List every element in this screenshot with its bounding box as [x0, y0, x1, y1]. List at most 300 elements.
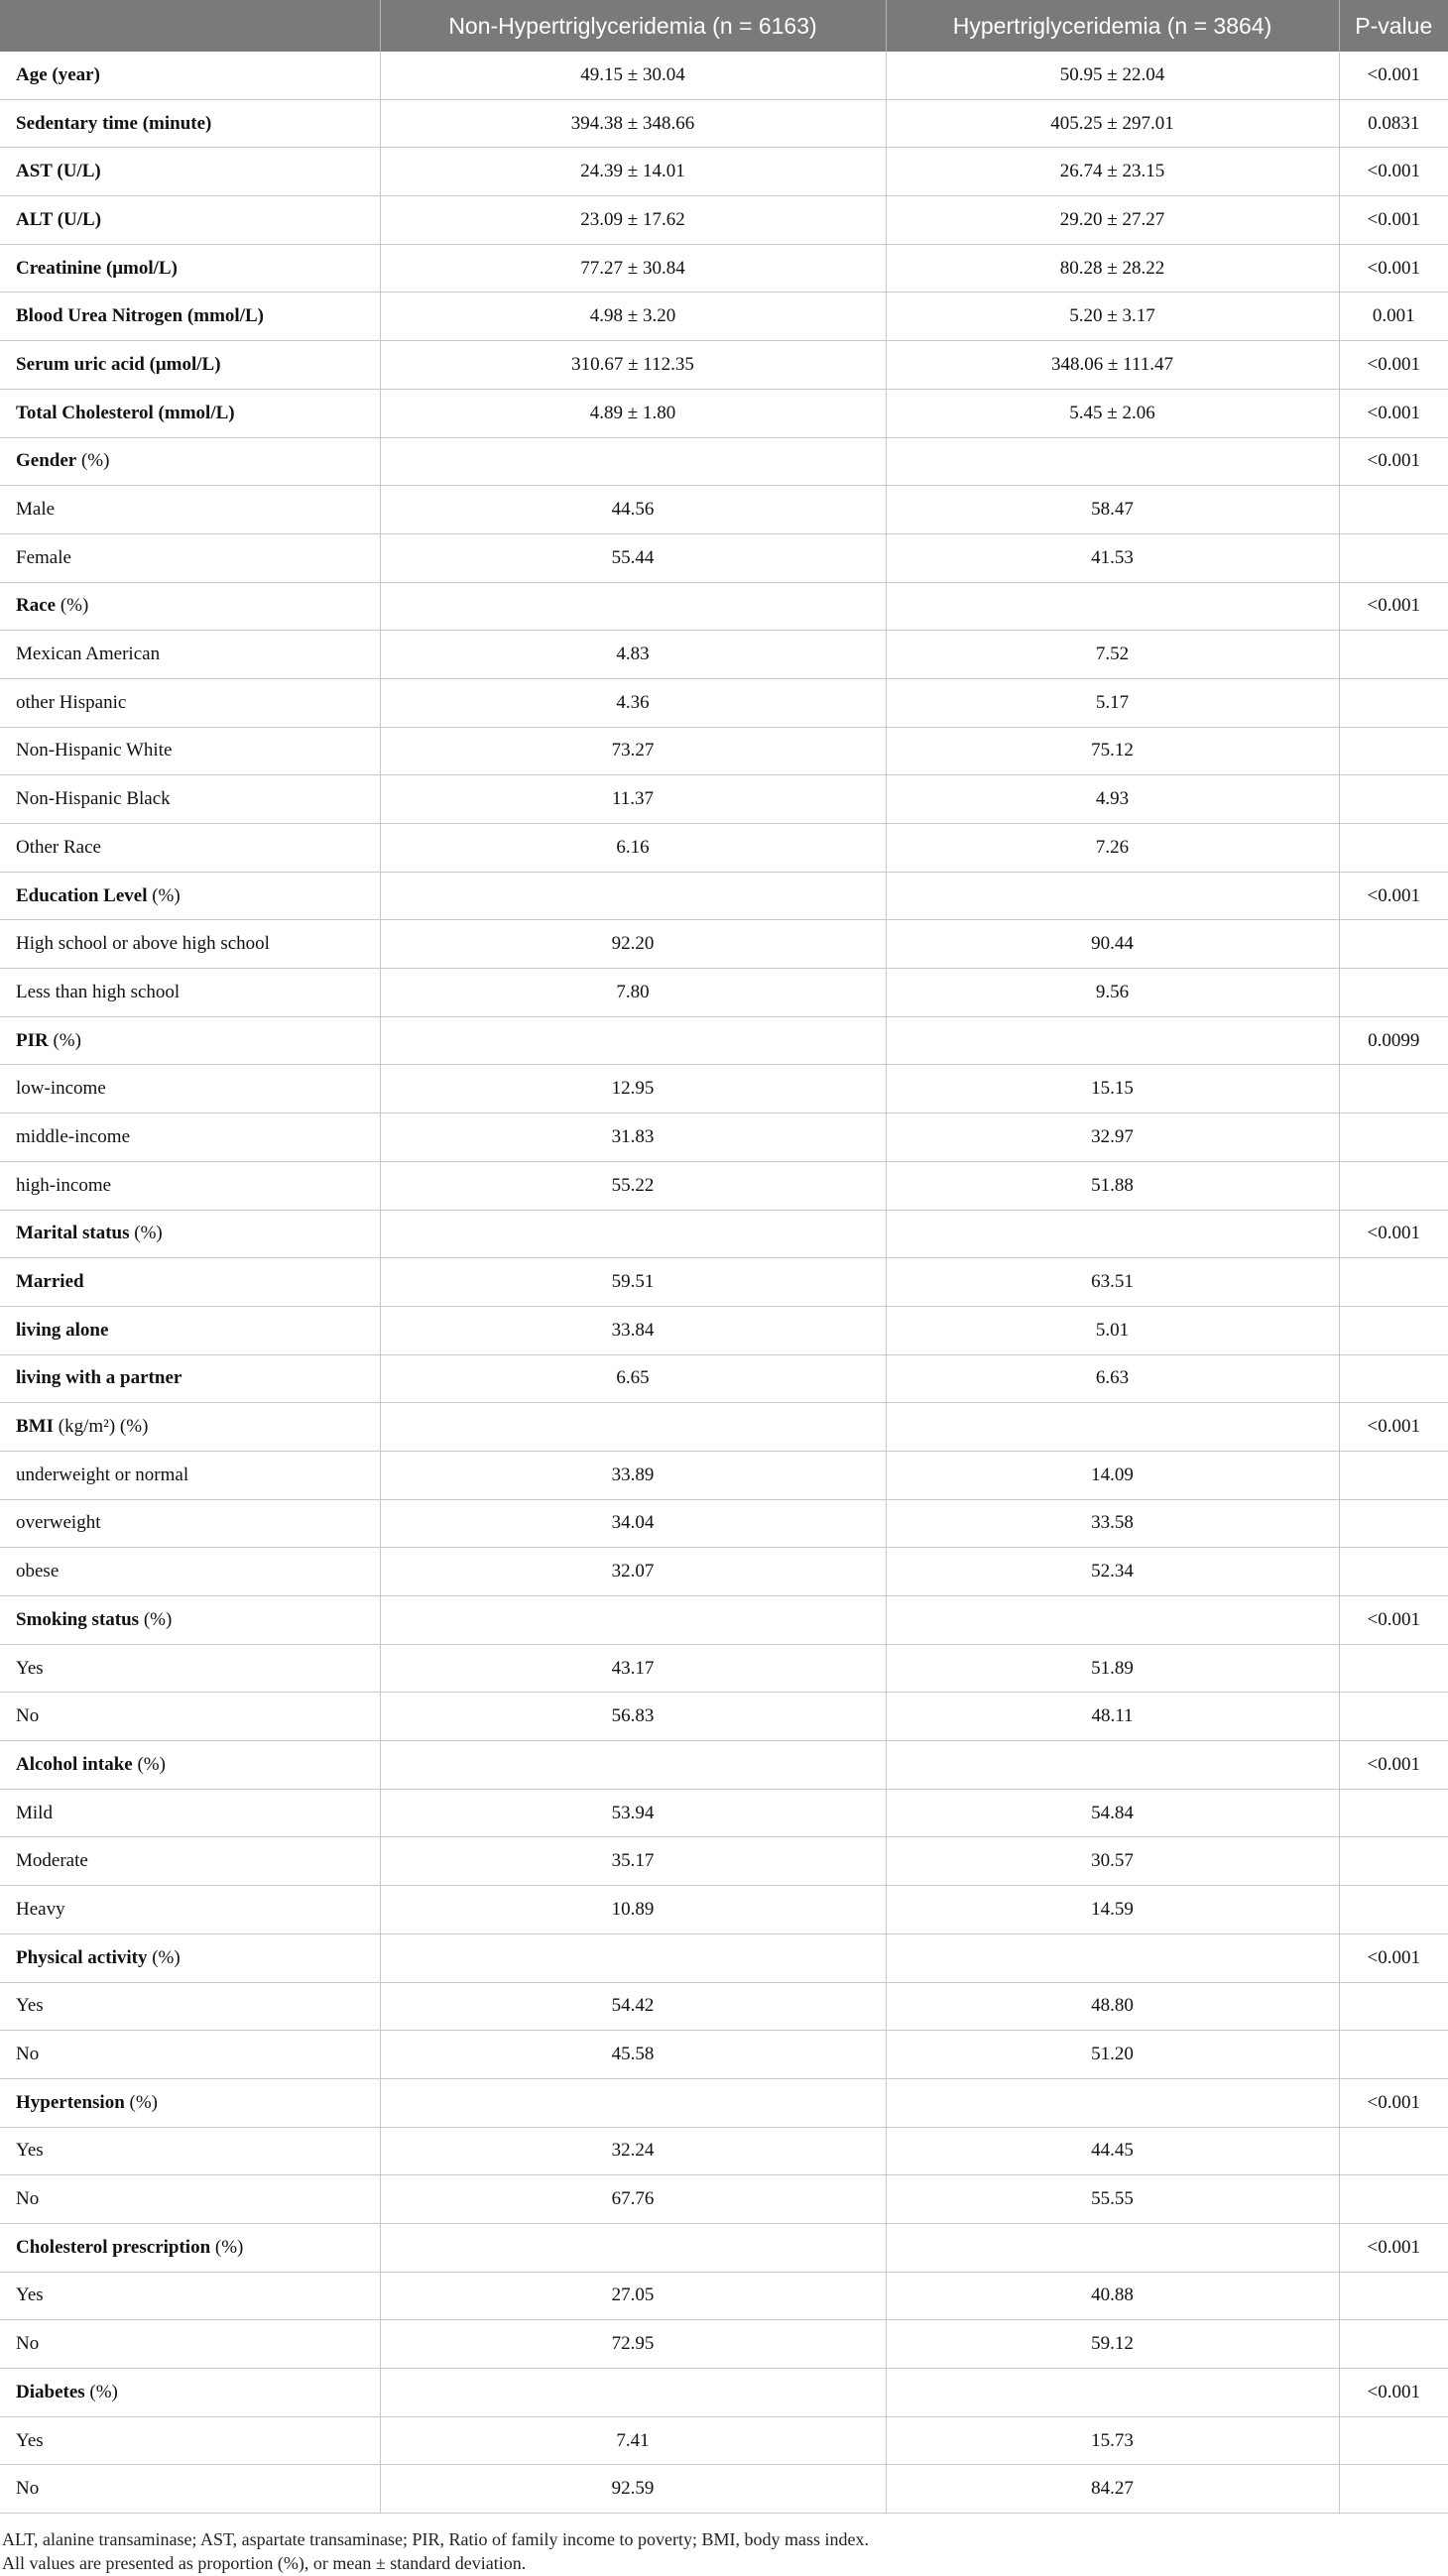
table-row [0, 1548, 1448, 1596]
row-label-unit: (%) [132, 1753, 166, 1775]
row-label-text: Moderate [16, 1850, 88, 1872]
cell-p-value: <0.001 [1339, 2078, 1448, 2127]
row-label [0, 1741, 380, 1790]
table-row [0, 2223, 1448, 2272]
cell-non-hypertriglyceridemia: 59.51 [380, 1258, 886, 1307]
table-row [0, 148, 1448, 196]
cell-non-hypertriglyceridemia: 4.98 ± 3.20 [380, 293, 886, 341]
cell-p-value [1339, 969, 1448, 1017]
row-label-text: Smoking status [16, 1608, 140, 1630]
row-label [0, 824, 380, 873]
cell-non-hypertriglyceridemia: 31.83 [380, 1113, 886, 1162]
table-row [0, 196, 1448, 245]
cell-p-value [1339, 1499, 1448, 1548]
cell-non-hypertriglyceridemia: 12.95 [380, 1065, 886, 1113]
table-row [0, 1306, 1448, 1354]
row-label [0, 1837, 380, 1886]
cell-hypertriglyceridemia [886, 1403, 1339, 1452]
cell-hypertriglyceridemia [886, 2078, 1339, 2127]
table-row [0, 1451, 1448, 1499]
row-label-text: Heavy [16, 1898, 65, 1920]
cell-p-value [1339, 1258, 1448, 1307]
cell-p-value: <0.001 [1339, 244, 1448, 293]
cell-non-hypertriglyceridemia: 24.39 ± 14.01 [380, 148, 886, 196]
row-label-text: Serum uric acid (μmol/L) [16, 353, 221, 375]
table-row [0, 244, 1448, 293]
cell-non-hypertriglyceridemia: 11.37 [380, 775, 886, 824]
row-label-text: Marital status [16, 1223, 130, 1244]
cell-p-value: <0.001 [1339, 2369, 1448, 2417]
row-label-text: Married [16, 1271, 84, 1293]
row-label [0, 1113, 380, 1162]
table-row [0, 486, 1448, 534]
cell-p-value: <0.001 [1339, 148, 1448, 196]
row-label-text: Yes [16, 2140, 44, 2162]
row-label-text: Alcohol intake [16, 1753, 133, 1775]
row-label-text: Blood Urea Nitrogen (mmol/L) [16, 305, 264, 327]
cell-p-value [1339, 1451, 1448, 1499]
table-row [0, 2031, 1448, 2079]
cell-hypertriglyceridemia: 7.52 [886, 631, 1339, 679]
cell-hypertriglyceridemia: 6.63 [886, 1354, 1339, 1403]
row-label-unit: (%) [48, 1029, 81, 1051]
cell-p-value: <0.001 [1339, 437, 1448, 486]
row-label-text: Non-Hispanic White [16, 740, 173, 761]
cell-p-value [1339, 2416, 1448, 2465]
row-label-unit: (%) [76, 450, 110, 472]
row-label [0, 2320, 380, 2369]
row-label [0, 2272, 380, 2320]
cell-non-hypertriglyceridemia: 10.89 [380, 1886, 886, 1934]
row-label-text: High school or above high school [16, 933, 270, 955]
row-label [0, 196, 380, 245]
cell-hypertriglyceridemia: 48.11 [886, 1693, 1339, 1741]
cell-hypertriglyceridemia [886, 1741, 1339, 1790]
cell-non-hypertriglyceridemia [380, 872, 886, 920]
row-label-text: Total Cholesterol (mmol/L) [16, 402, 235, 423]
row-label [0, 1403, 380, 1452]
cell-p-value [1339, 1693, 1448, 1741]
cell-hypertriglyceridemia: 33.58 [886, 1499, 1339, 1548]
cell-hypertriglyceridemia: 54.84 [886, 1789, 1339, 1837]
cell-p-value: <0.001 [1339, 2223, 1448, 2272]
row-label-unit: (%) [147, 1946, 181, 1968]
row-label-text: obese [16, 1561, 60, 1582]
cell-non-hypertriglyceridemia: 34.04 [380, 1499, 886, 1548]
row-label-text: BMI [16, 1416, 54, 1438]
table-row [0, 872, 1448, 920]
row-label-text: Hypertension [16, 2091, 125, 2113]
row-label [0, 1596, 380, 1645]
row-label [0, 2175, 380, 2224]
cell-p-value [1339, 2320, 1448, 2369]
row-label-text: PIR [16, 1029, 49, 1051]
cell-hypertriglyceridemia: 50.95 ± 22.04 [886, 52, 1339, 99]
row-label [0, 775, 380, 824]
row-label [0, 244, 380, 293]
cell-hypertriglyceridemia: 348.06 ± 111.47 [886, 341, 1339, 390]
table-row [0, 631, 1448, 679]
cell-p-value [1339, 2465, 1448, 2514]
cell-hypertriglyceridemia: 5.20 ± 3.17 [886, 293, 1339, 341]
cell-p-value [1339, 824, 1448, 873]
row-label-text: Male [16, 499, 56, 521]
row-label [0, 2031, 380, 2079]
cell-hypertriglyceridemia: 29.20 ± 27.27 [886, 196, 1339, 245]
table-row [0, 99, 1448, 148]
table-row [0, 2078, 1448, 2127]
cell-non-hypertriglyceridemia: 4.89 ± 1.80 [380, 389, 886, 437]
cell-hypertriglyceridemia: 41.53 [886, 533, 1339, 582]
table-row [0, 1933, 1448, 1982]
row-label-unit: (%) [124, 2091, 159, 2113]
row-label-text: Education Level [16, 884, 148, 906]
row-label [0, 1499, 380, 1548]
cell-hypertriglyceridemia [886, 2369, 1339, 2417]
header-non-hypertriglyceridemia: Non-Hypertriglyceridemia (n = 6163) [380, 0, 886, 52]
cell-hypertriglyceridemia: 75.12 [886, 727, 1339, 775]
row-label-text: high-income [16, 1174, 112, 1196]
row-label [0, 2369, 380, 2417]
table-row [0, 341, 1448, 390]
table-row [0, 2465, 1448, 2514]
cell-p-value [1339, 1113, 1448, 1162]
cell-hypertriglyceridemia: 30.57 [886, 1837, 1339, 1886]
row-label-text: living with a partner [16, 1367, 182, 1389]
table-footnotes [0, 2527, 1430, 2575]
cell-non-hypertriglyceridemia: 73.27 [380, 727, 886, 775]
table-row [0, 293, 1448, 341]
row-label-text: Non-Hispanic Black [16, 788, 171, 810]
cell-hypertriglyceridemia: 9.56 [886, 969, 1339, 1017]
cell-non-hypertriglyceridemia: 35.17 [380, 1837, 886, 1886]
row-label [0, 678, 380, 727]
cell-p-value [1339, 1065, 1448, 1113]
cell-p-value: 0.0831 [1339, 99, 1448, 148]
table-row [0, 2416, 1448, 2465]
row-label [0, 872, 380, 920]
table-row [0, 533, 1448, 582]
cell-p-value [1339, 1354, 1448, 1403]
cell-p-value: <0.001 [1339, 1210, 1448, 1258]
row-label-text: Diabetes [16, 2381, 85, 2402]
table-row [0, 1499, 1448, 1548]
cell-p-value [1339, 631, 1448, 679]
cell-hypertriglyceridemia [886, 872, 1339, 920]
cell-hypertriglyceridemia: 90.44 [886, 920, 1339, 969]
table-row [0, 582, 1448, 631]
cell-p-value [1339, 1306, 1448, 1354]
cell-p-value: <0.001 [1339, 341, 1448, 390]
cell-hypertriglyceridemia: 52.34 [886, 1548, 1339, 1596]
cell-p-value: <0.001 [1339, 872, 1448, 920]
row-label-text: No [16, 2478, 40, 2500]
row-label [0, 2127, 380, 2175]
cell-p-value: <0.001 [1339, 389, 1448, 437]
cell-p-value [1339, 1644, 1448, 1693]
cell-p-value [1339, 533, 1448, 582]
cell-non-hypertriglyceridemia: 72.95 [380, 2320, 886, 2369]
row-label-text: underweight or normal [16, 1464, 189, 1485]
cell-non-hypertriglyceridemia: 310.67 ± 112.35 [380, 341, 886, 390]
cell-non-hypertriglyceridemia [380, 582, 886, 631]
cell-hypertriglyceridemia: 51.89 [886, 1644, 1339, 1693]
row-label-text: low-income [16, 1078, 106, 1100]
row-label [0, 341, 380, 390]
cell-hypertriglyceridemia: 14.59 [886, 1886, 1339, 1934]
table-row [0, 678, 1448, 727]
cell-hypertriglyceridemia: 40.88 [886, 2272, 1339, 2320]
row-label-text: Mexican American [16, 644, 161, 665]
cell-hypertriglyceridemia: 63.51 [886, 1258, 1339, 1307]
row-label [0, 727, 380, 775]
table-row [0, 1403, 1448, 1452]
cell-non-hypertriglyceridemia [380, 1933, 886, 1982]
cell-non-hypertriglyceridemia [380, 1741, 886, 1790]
row-label [0, 969, 380, 1017]
table-row [0, 1741, 1448, 1790]
table-row [0, 1354, 1448, 1403]
table-row [0, 1837, 1448, 1886]
row-label [0, 1693, 380, 1741]
row-label [0, 1789, 380, 1837]
cell-hypertriglyceridemia [886, 1210, 1339, 1258]
row-label-text: Other Race [16, 836, 101, 858]
cell-non-hypertriglyceridemia: 56.83 [380, 1693, 886, 1741]
table-row [0, 1789, 1448, 1837]
row-label [0, 2078, 380, 2127]
table-row [0, 920, 1448, 969]
cell-non-hypertriglyceridemia: 43.17 [380, 1644, 886, 1693]
cell-hypertriglyceridemia: 4.93 [886, 775, 1339, 824]
cell-hypertriglyceridemia: 14.09 [886, 1451, 1339, 1499]
table-row [0, 2320, 1448, 2369]
cell-non-hypertriglyceridemia [380, 1210, 886, 1258]
cell-non-hypertriglyceridemia: 394.38 ± 348.66 [380, 99, 886, 148]
row-label [0, 920, 380, 969]
row-label [0, 2465, 380, 2514]
cell-p-value [1339, 486, 1448, 534]
row-label-text: Less than high school [16, 981, 181, 1002]
cell-p-value [1339, 2031, 1448, 2079]
table-row [0, 1210, 1448, 1258]
cell-p-value [1339, 1982, 1448, 2031]
cell-p-value: <0.001 [1339, 1933, 1448, 1982]
cell-hypertriglyceridemia [886, 1933, 1339, 1982]
row-label [0, 1016, 380, 1065]
cell-non-hypertriglyceridemia: 32.24 [380, 2127, 886, 2175]
row-label [0, 582, 380, 631]
row-label-unit: (%) [56, 595, 89, 617]
cell-non-hypertriglyceridemia: 23.09 ± 17.62 [380, 196, 886, 245]
table-row [0, 1113, 1448, 1162]
row-label-text: Yes [16, 1995, 44, 2017]
cell-non-hypertriglyceridemia: 55.44 [380, 533, 886, 582]
cell-hypertriglyceridemia: 84.27 [886, 2465, 1339, 2514]
row-label [0, 293, 380, 341]
row-label [0, 1210, 380, 1258]
row-label [0, 52, 380, 99]
row-label-text: Yes [16, 1657, 44, 1679]
cell-non-hypertriglyceridemia [380, 2223, 886, 2272]
row-label-text: living alone [16, 1319, 109, 1341]
row-label [0, 1161, 380, 1210]
cell-non-hypertriglyceridemia: 7.80 [380, 969, 886, 1017]
cell-non-hypertriglyceridemia: 45.58 [380, 2031, 886, 2079]
cell-hypertriglyceridemia: 80.28 ± 28.22 [886, 244, 1339, 293]
cell-hypertriglyceridemia: 5.01 [886, 1306, 1339, 1354]
row-label [0, 631, 380, 679]
cell-non-hypertriglyceridemia [380, 437, 886, 486]
row-label-text: Gender [16, 450, 77, 472]
cell-p-value [1339, 678, 1448, 727]
cell-p-value: <0.001 [1339, 1741, 1448, 1790]
cell-hypertriglyceridemia: 55.55 [886, 2175, 1339, 2224]
cell-hypertriglyceridemia: 5.45 ± 2.06 [886, 389, 1339, 437]
row-label [0, 533, 380, 582]
cell-non-hypertriglyceridemia: 6.16 [380, 824, 886, 873]
cell-non-hypertriglyceridemia: 27.05 [380, 2272, 886, 2320]
row-label-unit: (%) [147, 884, 181, 906]
row-label [0, 1982, 380, 2031]
row-label-unit: (%) [139, 1608, 173, 1630]
cell-non-hypertriglyceridemia: 55.22 [380, 1161, 886, 1210]
cell-hypertriglyceridemia: 405.25 ± 297.01 [886, 99, 1339, 148]
cell-non-hypertriglyceridemia [380, 2369, 886, 2417]
cell-hypertriglyceridemia: 15.15 [886, 1065, 1339, 1113]
table-body [0, 52, 1448, 2514]
cell-non-hypertriglyceridemia: 6.65 [380, 1354, 886, 1403]
cell-p-value [1339, 775, 1448, 824]
row-label [0, 1065, 380, 1113]
row-label [0, 2223, 380, 2272]
row-label [0, 1306, 380, 1354]
row-label-text: middle-income [16, 1125, 131, 1147]
cell-non-hypertriglyceridemia [380, 1596, 886, 1645]
cell-hypertriglyceridemia [886, 582, 1339, 631]
table-row [0, 727, 1448, 775]
row-label [0, 1354, 380, 1403]
row-label-text: Mild [16, 1802, 53, 1823]
table-row [0, 824, 1448, 873]
table-row [0, 437, 1448, 486]
cell-non-hypertriglyceridemia: 32.07 [380, 1548, 886, 1596]
table-row [0, 775, 1448, 824]
cell-non-hypertriglyceridemia: 44.56 [380, 486, 886, 534]
header-p-value: P-value [1339, 0, 1448, 52]
cell-hypertriglyceridemia: 51.88 [886, 1161, 1339, 1210]
header-variable [0, 0, 380, 52]
footnote-abbreviations: ALT, alanine transaminase; AST, aspartate transaminase; PIR, Ratio of family income to poverty; BMI, body mass index. [2, 2529, 869, 2549]
cell-non-hypertriglyceridemia [380, 2078, 886, 2127]
row-label [0, 1886, 380, 1934]
cell-non-hypertriglyceridemia: 7.41 [380, 2416, 886, 2465]
row-label [0, 486, 380, 534]
cell-non-hypertriglyceridemia: 77.27 ± 30.84 [380, 244, 886, 293]
cell-non-hypertriglyceridemia: 33.89 [380, 1451, 886, 1499]
cell-p-value: <0.001 [1339, 196, 1448, 245]
cell-hypertriglyceridemia: 58.47 [886, 486, 1339, 534]
cell-p-value [1339, 2272, 1448, 2320]
table-row [0, 1161, 1448, 1210]
row-label [0, 2416, 380, 2465]
table-row [0, 2272, 1448, 2320]
cell-non-hypertriglyceridemia: 49.15 ± 30.04 [380, 52, 886, 99]
row-label-text: Yes [16, 2284, 44, 2306]
cell-non-hypertriglyceridemia: 92.20 [380, 920, 886, 969]
cell-p-value: 0.001 [1339, 293, 1448, 341]
row-label-text: Yes [16, 2429, 44, 2451]
cell-non-hypertriglyceridemia [380, 1403, 886, 1452]
row-label-unit: (kg/m²) (%) [54, 1416, 149, 1438]
row-label [0, 99, 380, 148]
row-label-unit: (%) [210, 2236, 244, 2258]
row-label-unit: (%) [84, 2381, 118, 2402]
cell-p-value [1339, 1161, 1448, 1210]
row-label-text: No [16, 2044, 40, 2065]
table-row [0, 1016, 1448, 1065]
table-row [0, 389, 1448, 437]
cell-non-hypertriglyceridemia: 4.83 [380, 631, 886, 679]
row-label-text: AST (U/L) [16, 161, 101, 182]
row-label-text: No [16, 2188, 40, 2210]
row-label-text: Sedentary time (minute) [16, 112, 212, 134]
row-label [0, 148, 380, 196]
row-label-text: Cholesterol prescription [16, 2236, 211, 2258]
row-label-text: overweight [16, 1512, 101, 1534]
cell-p-value: <0.001 [1339, 52, 1448, 99]
cell-non-hypertriglyceridemia: 92.59 [380, 2465, 886, 2514]
row-label [0, 1548, 380, 1596]
cell-p-value [1339, 1548, 1448, 1596]
row-label-text: Creatinine (μmol/L) [16, 257, 178, 279]
cell-hypertriglyceridemia [886, 2223, 1339, 2272]
table-row [0, 1065, 1448, 1113]
cell-hypertriglyceridemia: 7.26 [886, 824, 1339, 873]
cell-hypertriglyceridemia [886, 1016, 1339, 1065]
cell-hypertriglyceridemia: 15.73 [886, 2416, 1339, 2465]
cell-non-hypertriglyceridemia: 4.36 [380, 678, 886, 727]
table-row [0, 1982, 1448, 2031]
cell-non-hypertriglyceridemia: 53.94 [380, 1789, 886, 1837]
header-hypertriglyceridemia: Hypertriglyceridemia (n = 3864) [886, 0, 1339, 52]
cell-non-hypertriglyceridemia: 33.84 [380, 1306, 886, 1354]
row-label-text: other Hispanic [16, 691, 127, 713]
row-label [0, 1451, 380, 1499]
table-row [0, 1886, 1448, 1934]
footnote-values: All values are presented as proportion (%), or mean ± standard deviation. [2, 2553, 527, 2573]
cell-p-value [1339, 1837, 1448, 1886]
cell-hypertriglyceridemia [886, 437, 1339, 486]
row-label-text: Age (year) [16, 63, 100, 85]
row-label-unit: (%) [129, 1223, 163, 1244]
cell-hypertriglyceridemia: 48.80 [886, 1982, 1339, 2031]
cell-hypertriglyceridemia: 32.97 [886, 1113, 1339, 1162]
table-row [0, 1693, 1448, 1741]
row-label-text: Physical activity [16, 1946, 148, 1968]
row-label-text: ALT (U/L) [16, 208, 102, 230]
cell-p-value [1339, 1789, 1448, 1837]
row-label [0, 1644, 380, 1693]
cell-hypertriglyceridemia: 5.17 [886, 678, 1339, 727]
cell-hypertriglyceridemia [886, 1596, 1339, 1645]
cell-p-value: <0.001 [1339, 1596, 1448, 1645]
row-label [0, 437, 380, 486]
cell-p-value [1339, 1886, 1448, 1934]
cell-p-value [1339, 727, 1448, 775]
row-label-text: No [16, 1705, 40, 1727]
cell-p-value [1339, 920, 1448, 969]
